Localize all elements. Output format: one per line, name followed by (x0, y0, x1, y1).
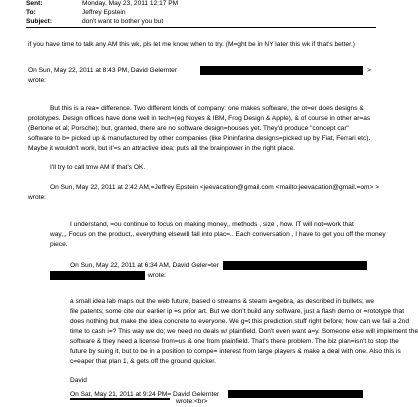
to-value: Jeffrey Epstein (82, 9, 126, 16)
to-row (26, 9, 126, 17)
quote3-line: c=eaper that plan 1, & gets off the ground quicker. (70, 358, 216, 365)
redaction-bar (50, 271, 145, 280)
quote4-wrote: wrote:<br> (176, 398, 208, 405)
quote2-header: On Sun, May 22, 2011 at 2:42 AM,=Jeffrey Epstein <jeevacation@gmail.com <mailto:jeevacation@gmail.=om> > (50, 184, 380, 191)
quote3-header: On Sun, May 22, 2011 at 6:34 AM, David Geler=ter (70, 262, 219, 269)
quote3-line: does nothing but make the idea concrete to everyone. We g=t this prediction stuff right before; how can we fail a 2nd (70, 318, 409, 325)
header-divider (26, 27, 376, 28)
quote1-line: software to b= picked up & manufactured by other companies (like Pininfarina designs=picked up by Fiat, Ferrari etc). (28, 135, 371, 142)
quote4-header: On Sat, May 21, 2011 at 9:24 PM= David Gelernter (70, 391, 220, 398)
quote1-line: Maybe it wouldn't work, but it'=s an attractive idea; puts all the brainpower in the right place. (28, 145, 295, 152)
quote2-line: I understand, =ou continue to focus on making money,, methods , size , how. IT will not=work that (70, 221, 354, 228)
quote1-header: On Sun, May 22, 2011 at 8:43 PM, David Gelernter (28, 67, 178, 74)
redaction-bar (228, 390, 363, 398)
quote1-line: But this is a rea= difference. Two different kinds of company: one makes software, the ot=er does designs & (50, 105, 364, 112)
intro-text: if you have time to talk any AM this wk, pls let me know when to try. (M=ght be in NY later this wk if that's better.) (28, 41, 355, 48)
sent-label: Sent: (26, 0, 43, 7)
quote1-close: I'll try to call tmw AM if that's OK. (50, 164, 146, 171)
quote3-line: file patents; some cite our earlier ip =s prior art. But we don't build any software, just a flash demo or =rototype that (70, 308, 405, 315)
quote1-header-end: > (367, 67, 371, 74)
quote1-line: prototypes. Design offices have done well in tech=(eg Noyes & IBM, Frog Design & Apple), & of course in other ar=as (28, 115, 371, 122)
subject-value: don't want to bother you but (82, 18, 164, 25)
sent-row (26, 0, 178, 8)
sent-value: Monday, May 23, 2011 12:17 PM (82, 0, 179, 7)
quote2-line: way,,, Focus on the product,, everything elsewill fall into plac=.. Each conversation , I have to get you off the money (50, 231, 386, 238)
quote3-wrote: wrote: (148, 272, 166, 279)
quote3-signature: David (70, 377, 87, 384)
redaction-bar (223, 261, 367, 270)
subject-row (26, 18, 163, 26)
quote3-line: software & they need a license from=us & one from plainfield. That's there problem. The biz plan=isn't to stop the (70, 338, 399, 345)
quote3-line: time to cash i=? This way we do; we need no deals w/ plainfield. Don't even want a=y. Someone else will implement the (70, 328, 418, 335)
subject-label: Subject: (26, 18, 53, 25)
redaction-bar (70, 398, 170, 400)
quote2-line: piece. (50, 241, 68, 248)
quote1-line: (Bertone et al; Porsche); but, granted, there are no software design=houses yet. They'd produce "concept car" (28, 125, 349, 132)
quote3-line: a small idea lab maps out the web future, based o streams & steam a=gebra, as described in bullets; we (70, 298, 375, 305)
redaction-bar (200, 66, 363, 75)
quote2-wrote: wrote: (28, 194, 46, 201)
to-label: To: (26, 9, 36, 16)
quote1-wrote: wrote: (28, 77, 46, 84)
quote3-line: future by suing it, but to be in a position to compe= interest from large players & make a deal with one. Also this is (70, 348, 401, 355)
